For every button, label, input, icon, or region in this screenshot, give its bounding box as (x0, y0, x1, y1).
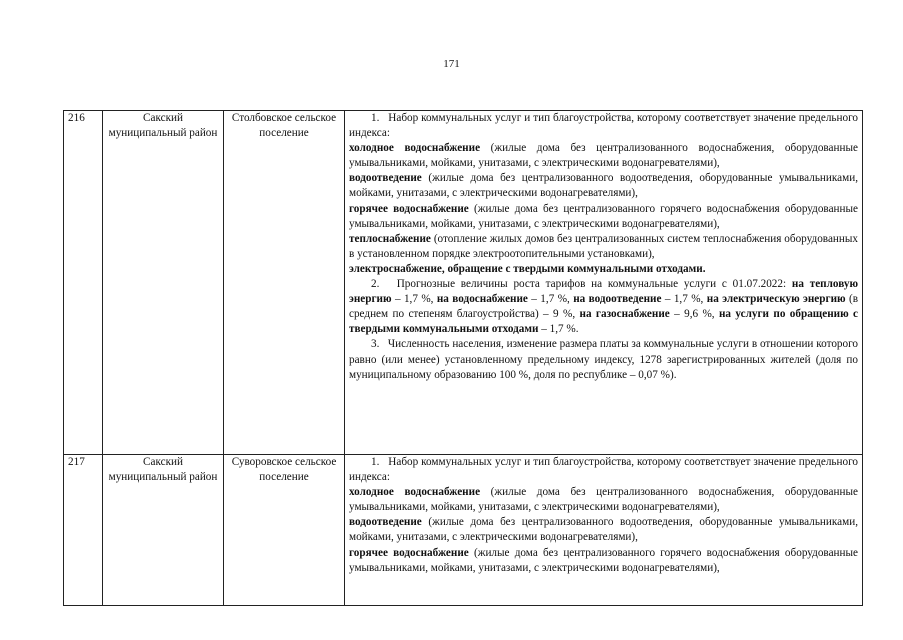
paragraph-3: 3. Численность населения, изменение размера платы за коммунальные услуги в отношении которого равно (или менее) установленному предельному индексу, 1278 зарегистрированных жителей (доля по муниципальному образованию 100 %, доля по республике – 0,07 %). (349, 338, 858, 381)
cold-water-text: (жилые дома без централизованного водоснабжения, оборудованные умывальниками, мойками, унитазами, с электрическими водонагревателями), (349, 142, 858, 170)
table-row (64, 111, 863, 455)
heating-item (349, 232, 858, 262)
tariff-heat-value: – 1,7 %, (391, 293, 437, 306)
table-row (64, 455, 863, 606)
heating-text: (отопление жилых домов без централизованных систем теплоснабжения оборудованных в установленном порядке электроотопительными установками), (349, 232, 858, 260)
cold-water-text: (жилые дома без централизованного водоснабжения, оборудованные умывальниками, мойками, унитазами, с электрическими водонагревателями), (349, 486, 858, 514)
cold-water-item (349, 141, 858, 171)
tariff-intro: 2. Прогнозные величины роста тарифов на коммунальные услуги с 01.07.2022: (371, 278, 792, 291)
tariff-gas-label: на газоснабжение (579, 308, 670, 321)
drainage-text: (жилые дома без централизованного водоотведения, оборудованные умывальниками, мойками, унитазами, с электрическими водонагревателями), (349, 516, 858, 544)
drainage-text: (жилые дома без централизованного водоотведения, оборудованные умывальниками, мойками, унитазами, с электрическими водонагревателями), (349, 172, 858, 200)
settlement-cell: Столбовское сельское поселение (224, 111, 345, 455)
tariff-drainage-value: – 1,7 %, (661, 293, 707, 306)
hot-water-item (349, 546, 858, 576)
tariff-water-value: – 1,7 %, (527, 293, 574, 306)
tariff-electricity-label: на электрическую энергию (706, 293, 846, 306)
tariff-gas-value: – 9,6 %, (669, 308, 719, 321)
region-cell: Сакский муниципальный район (103, 111, 224, 455)
tariff-waste-value: – 1,7 %. (538, 323, 579, 336)
row-number: 217 (64, 455, 103, 606)
heating-term: теплоснабжение (349, 232, 431, 245)
hot-water-term: горячее водоснабжение (349, 546, 469, 559)
drainage-term: водоотведение (349, 516, 422, 529)
tariff-electricity-value: (в среднем по степеням благоустройства) – 9 %, (349, 293, 858, 321)
paragraph-1-intro: 1. Набор коммунальных услуг и тип благоустройства, которому соответствует значение предельного индекса: (349, 112, 858, 140)
drainage-term: водоотведение (349, 172, 422, 185)
hot-water-text: (жилые дома без централизованного горячего водоснабжения оборудованные умывальниками, мойками, унитазами, с электрическими водонагревателями), (349, 202, 858, 230)
settlement-cell: Суворовское сельское поселение (224, 455, 345, 606)
row-number: 216 (64, 111, 103, 455)
tariff-heat-label: на тепловую энергию (349, 278, 859, 306)
hot-water-text: (жилые дома без централизованного горячего водоснабжения оборудованные умывальниками, мойками, унитазами, с электрическими водонагревателями), (349, 546, 858, 574)
drainage-item (349, 515, 858, 545)
cold-water-term: холодное водоснабжение (349, 142, 481, 155)
description-cell (345, 455, 863, 606)
tariff-drainage-label: на водоотведение (573, 293, 662, 306)
tariff-water-label: на водоснабжение (436, 293, 528, 306)
tariff-waste-label: на услуги по обращению с твердыми коммунальными отходами (349, 308, 858, 336)
paragraph-1-intro: 1. Набор коммунальных услуг и тип благоустройства, которому соответствует значение предельного индекса: (349, 456, 858, 484)
description-cell (345, 111, 863, 455)
electricity-item (349, 262, 858, 277)
page-number: 171 (443, 58, 460, 70)
hot-water-term: горячее водоснабжение (349, 202, 469, 215)
drainage-item (349, 171, 858, 201)
region-cell: Сакский муниципальный район (103, 455, 224, 606)
index-table (63, 110, 863, 606)
cold-water-term: холодное водоснабжение (349, 486, 481, 499)
hot-water-item (349, 202, 858, 232)
electricity-waste-text: электроснабжение, обращение с твердыми коммунальными отходами. (349, 262, 706, 275)
paragraph-2 (349, 277, 858, 337)
cold-water-item (349, 485, 858, 515)
